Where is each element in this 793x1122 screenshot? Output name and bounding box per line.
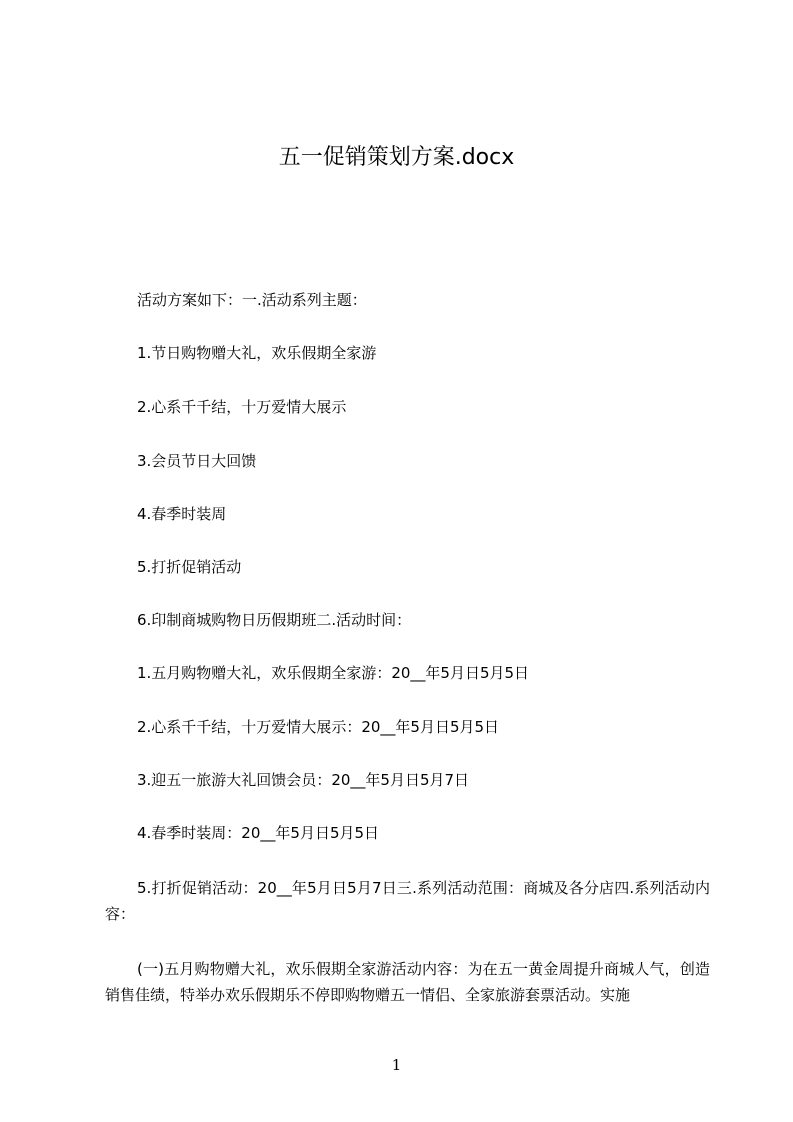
text-line: 1.节日购物赠大礼，欢乐假期全家游 [137, 344, 377, 362]
text-paragraph: (一)五月购物赠大礼，欢乐假期全家游活动内容：为在五一黄金周提升商城人气，创造销售佳绩，特举办欢乐假期乐不停即购物赠五一情侣、全家旅游套票活动。实施 [105, 960, 710, 1004]
text-paragraph: 5.打折促销活动：20__年5月日5月7日三.系列活动范围：商城及各分店四.系列活动内容： [105, 879, 710, 923]
text-line: 2.心系千千结，十万爱情大展示：20__年5月日5月5日 [137, 718, 500, 736]
document-title: 五一促销策划方案.docx [278, 145, 515, 170]
page-number: 1 [391, 1056, 402, 1074]
text-line: 3.会员节日大回馈 [137, 452, 257, 470]
text-line: 6.印制商城购物日历假期班二.活动时间： [137, 611, 412, 629]
text-line: 3.迎五一旅游大礼回馈会员：20__年5月日5月7日 [137, 771, 470, 789]
text-line: 活动方案如下：一.活动系列主题： [137, 291, 367, 309]
text-line: 2.心系千千结，十万爱情大展示 [137, 398, 347, 416]
text-line: 4.春季时装周 [137, 505, 227, 523]
text-line: 5.打折促销活动 [137, 558, 242, 576]
text-line: 1.五月购物赠大礼，欢乐假期全家游：20__年5月日5月5日 [137, 664, 530, 682]
text-line: 4.春季时装周：20__年5月日5月5日 [137, 824, 380, 842]
